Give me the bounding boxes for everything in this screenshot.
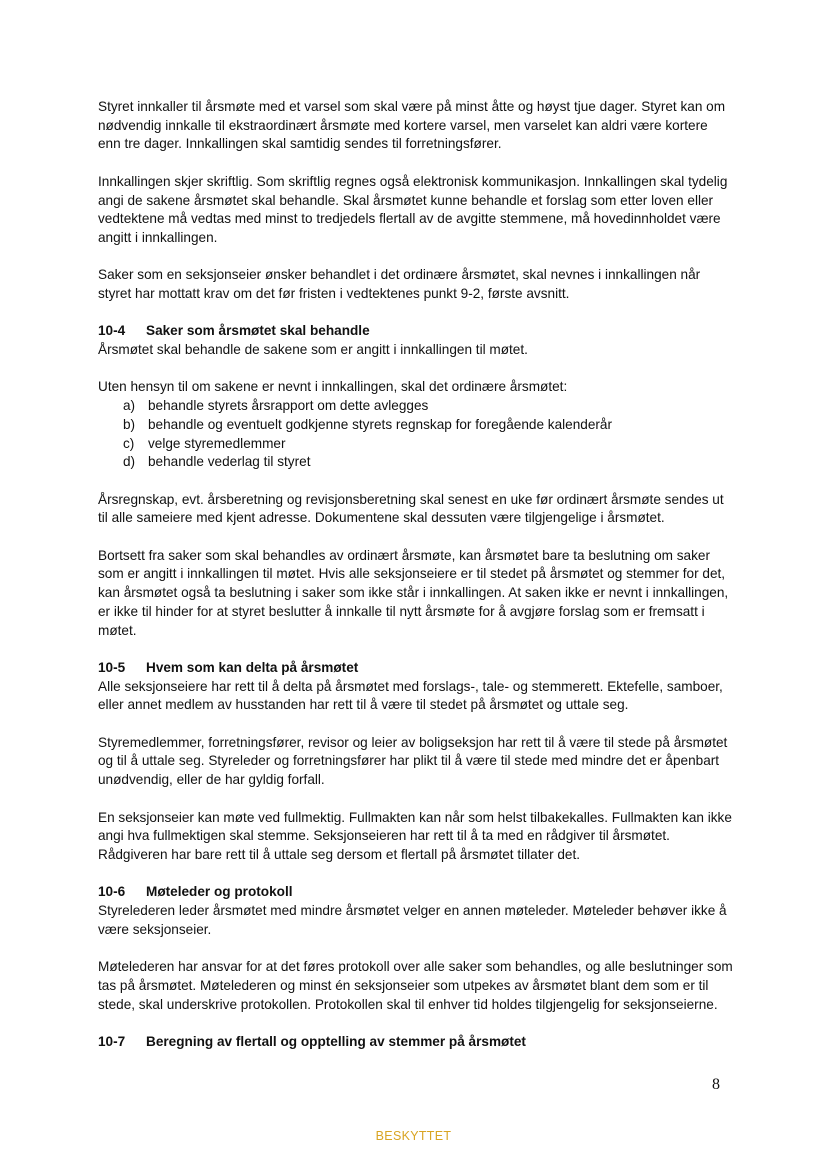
paragraph-10-6-chair: Styrelederen leder årsmøtet med mindre årsmøtet velger en annen møteleder. Møteleder behøver ikke å være seksjonseier. bbox=[98, 903, 727, 937]
list-item bbox=[98, 435, 734, 454]
list-item-text: behandle styrets årsrapport om dette avlegges bbox=[148, 398, 429, 414]
paragraph-10-4-list-intro: Uten hensyn til om sakene er nevnt i innkallingen, skal det ordinære årsmøtet: bbox=[98, 379, 568, 395]
paragraph-10-5-proxy: En seksjonseier kan møte ved fullmektig. Fullmakten kan når som helst tilbakekalles. Fullmakten kan ikke angi hva fullmektigen skal stemme. Seksjonseieren har rett til å ta med en rådgiver til årsmøtet. Rådgiveren har bare rett til å uttale seg dersom et flertall på årsmøtet tillater det. bbox=[98, 809, 732, 862]
list-item bbox=[98, 416, 734, 435]
section-title: Møteleder og protokoll bbox=[146, 884, 293, 900]
list-marker: c) bbox=[123, 435, 135, 451]
section-number: 10-5 bbox=[98, 659, 126, 675]
page-number: 8 bbox=[712, 1076, 720, 1093]
section-title: Saker som årsmøtet skal behandle bbox=[146, 323, 370, 339]
page-content bbox=[98, 98, 734, 1052]
section-heading-10-7 bbox=[98, 1033, 734, 1052]
agenda-list bbox=[98, 397, 734, 472]
section-number: 10-7 bbox=[98, 1033, 126, 1049]
list-marker: a) bbox=[123, 398, 136, 414]
list-marker: b) bbox=[123, 416, 136, 432]
section-heading-10-6 bbox=[98, 883, 734, 902]
list-marker: d) bbox=[123, 454, 136, 470]
paragraph-10-6-minutes: Møtelederen har ansvar for at det føres protokoll over alle saker som behandles, og alle beslutninger som tas på årsmøtet. Møtelederen og minst én seksjonseier som utpekes av årsmøtet blant dem som er til stede, skal underskrive protokollen. Protokollen skal til enhver tid holdes tilgjengelig for seksjonseierne. bbox=[98, 959, 733, 1012]
paragraph-written-notice: Innkallingen skjer skriftlig. Som skriftlig regnes også elektronisk kommunikasjon. Innkallingen skal tydelig angi de sakene årsmøtet skal behandle. Skal årsmøtet kunne behandle et forslag som etter loven eller vedtektene må vedtas med minst to tredjedels flertall av de avgitte stemmene, må hovedinnholdet være angitt i innkallingen. bbox=[98, 173, 728, 245]
section-heading-10-5 bbox=[98, 659, 734, 678]
classification-footer: BESKYTTET bbox=[375, 1129, 452, 1143]
section-heading-10-4 bbox=[98, 322, 734, 341]
list-item-text: behandle og eventuelt godkjenne styrets regnskap for foregående kalenderår bbox=[148, 416, 613, 432]
list-item-text: behandle vederlag til styret bbox=[148, 454, 311, 470]
paragraph-10-5-board: Styremedlemmer, forretningsfører, revisor og leier av boligseksjon har rett til å være til stede på årsmøtet og til å uttale seg. Styreleder og forretningsfører har plikt til å være til stede med mindre det er åpenbart unødvendig, eller de har gyldig forfall. bbox=[98, 734, 728, 788]
section-number: 10-4 bbox=[98, 323, 126, 339]
section-title: Beregning av flertall og opptelling av stemmer på årsmøtet bbox=[146, 1033, 526, 1049]
list-item bbox=[98, 453, 734, 472]
list-item bbox=[98, 397, 734, 416]
paragraph-annual-accounts: Årsregnskap, evt. årsberetning og revisjonsberetning skal senest en uke før ordinært årsmøte sendes ut til alle sameiere med kjent adresse. Dokumentene skal dessuten være tilgjengelige i årsmøtet. bbox=[98, 491, 724, 526]
paragraph-notice: Styret innkaller til årsmøte med et varsel som skal være på minst åtte og høyst tjue dager. Styret kan om nødvendig innkalle til ekstraordinært årsmøte med kortere varsel, men varselet kan aldri være kortere enn tre dager. Innkallingen skal samtidig sendes til forretningsfører. bbox=[98, 99, 726, 152]
paragraph-owner-cases: Saker som en seksjonseier ønsker behandlet i det ordinære årsmøtet, skal nevnes i innkallingen når styret har mottatt krav om det før fristen i vedtektenes punkt 9-2, første avsnitt. bbox=[98, 267, 701, 301]
section-number: 10-6 bbox=[98, 884, 126, 900]
paragraph-decisions: Bortsett fra saker som skal behandles av ordinært årsmøte, kan årsmøtet bare ta beslutning om saker som er angitt i innkallingen til møtet. Hvis alle seksjonseiere er til stedet på årsmøtet og stemmer for det, kan årsmøtet også ta beslutning i saker som ikke står i innkallingen. At saken ikke er nevnt i innkallingen, er ikke til hinder for at styret beslutter å innkalle til nytt årsmøte for å avgjøre forslag som er fremsatt i møtet. bbox=[98, 547, 729, 638]
paragraph-10-5-participation: Alle seksjonseiere har rett til å delta på årsmøtet med forslags-, tale- og stemmerett. Ektefelle, samboer, eller annet medlem av husstanden har rett til å være til stedet på årsmøtet og uttale seg. bbox=[98, 678, 723, 713]
list-item-text: velge styremedlemmer bbox=[148, 435, 286, 451]
section-title: Hvem som kan delta på årsmøtet bbox=[146, 659, 359, 675]
paragraph-10-4-intro: Årsmøtet skal behandle de sakene som er angitt i innkallingen til møtet. bbox=[98, 342, 528, 358]
